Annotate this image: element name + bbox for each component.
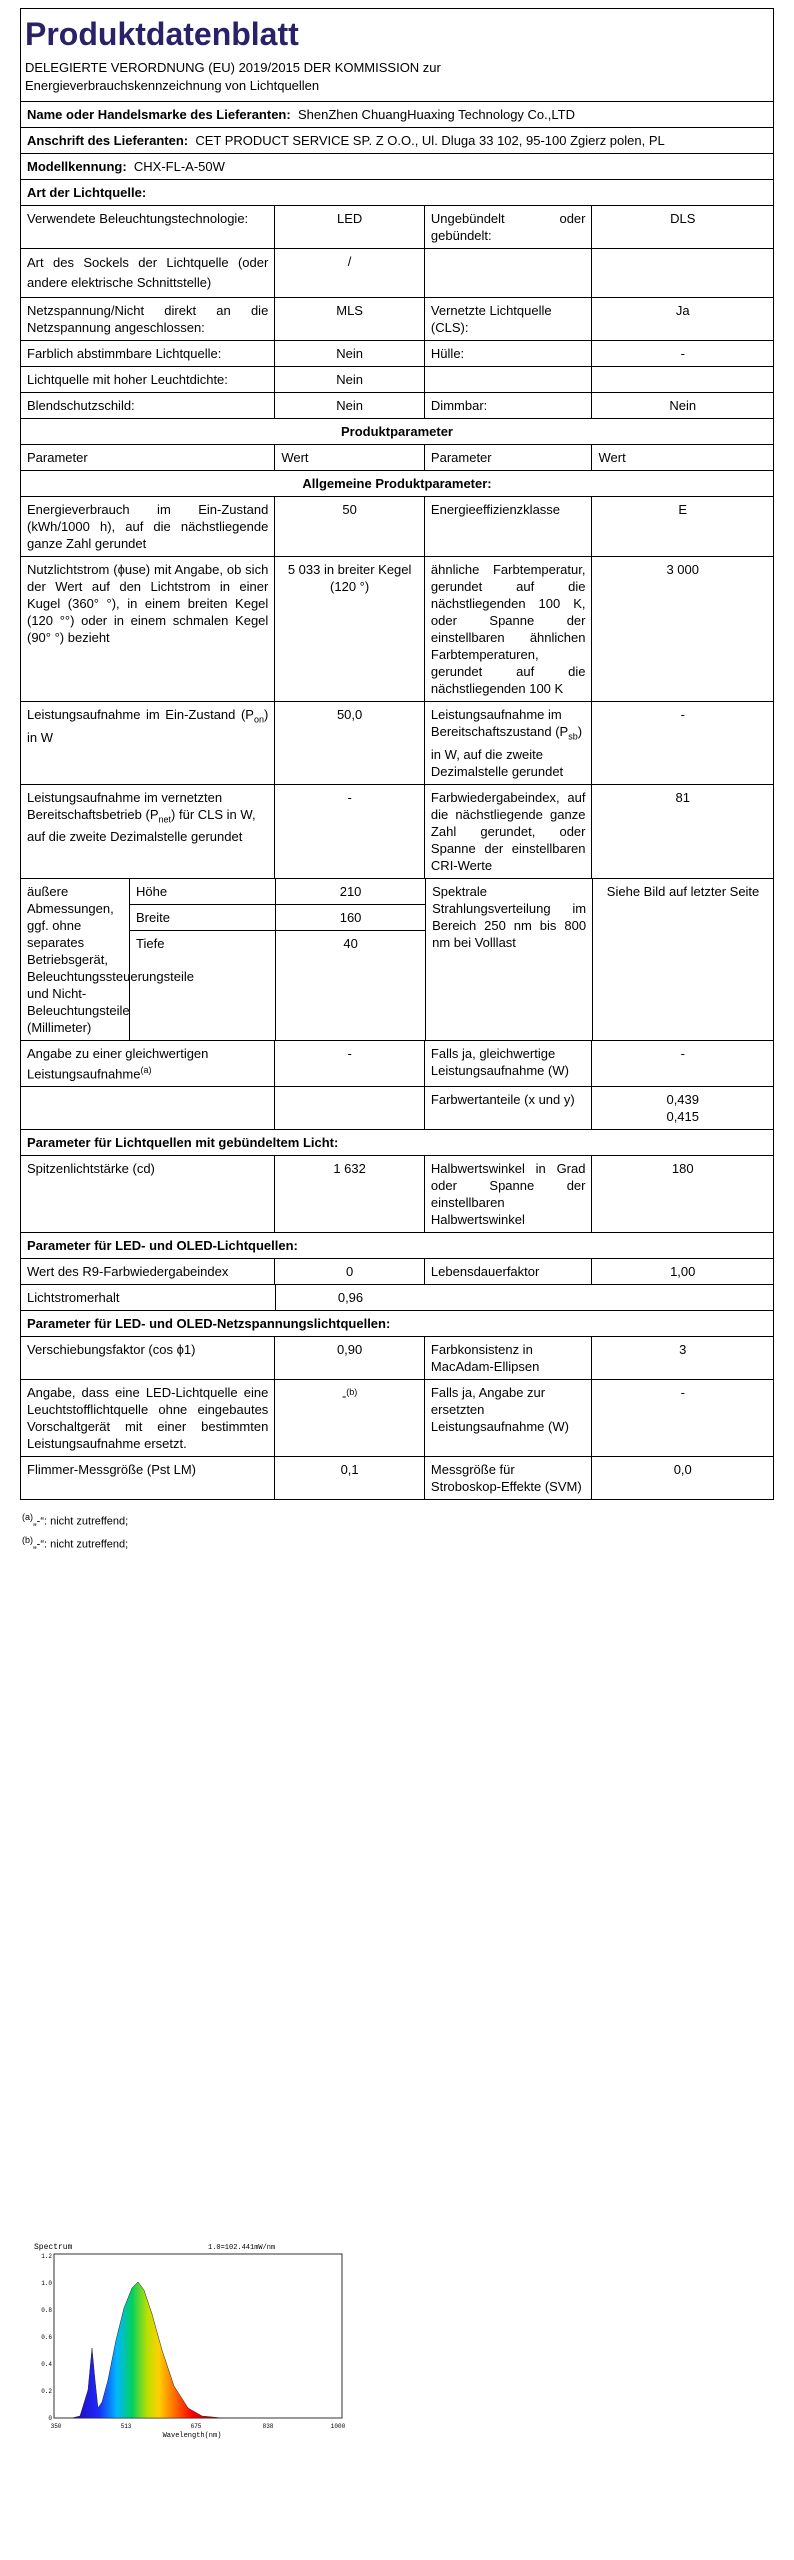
param-value: 0,90 [274,1337,424,1379]
model-row [21,154,773,180]
depth-value: 40 [343,935,358,951]
param-label: Spektrale Strahlungsverteilung im Bereich 250 nm bis 800 nm bei Volllast [425,879,592,1040]
ls-label: Lichtquelle mit hoher Leuchtdichte: [27,372,228,387]
x-tick-label: 513 [120,2423,132,2430]
footnote-marker: (b) [346,1386,358,1397]
chromaticity-x: 0,439 [666,1091,700,1107]
section-heading: Allgemeine Produktparameter: [302,476,492,491]
column-header: Parameter [27,450,88,465]
dimension-labels [129,879,275,1040]
dimension-values [275,879,425,1040]
param-value: 0 [274,1259,424,1284]
param-row-networked [21,785,773,879]
footnote-a [22,1508,774,1531]
ls-row-glare [21,393,773,419]
param-row-dimensions [21,879,773,1041]
param-value: 50,0 [274,702,424,784]
height-label: Höhe [136,883,168,899]
ls-row-luminance [21,367,773,393]
param-value: - [591,1041,773,1086]
ls-value: / [274,249,424,297]
footnote-marker: (a) [140,1064,152,1075]
ls-value: Nein [274,393,424,418]
ls-value [591,367,773,392]
label-part: Leistungsaufnahme im vernetzten Bereitschaftsbetrieb (P [27,789,223,822]
header-block [21,9,773,102]
footnote-marker: (a) [22,1511,33,1522]
label-part: ) in W [27,707,269,745]
param-label [424,702,592,784]
x-tick-label: 838 [262,2423,274,2430]
param-value: 1,00 [591,1259,773,1284]
param-value: - [591,1380,773,1456]
section-heading: Parameter für Lichtquellen mit gebündeltem Licht: [27,1134,339,1150]
light-source-section [21,180,773,206]
empty-cell [425,1285,773,1310]
param-label: Energieeffizienzklasse [424,497,592,556]
label-part: Leistungsaufnahme im Ein-Zustand (P [27,707,254,722]
param-row-equivalent [21,1041,773,1087]
ls-label: Netzspannung/Nicht direkt an die Netzspannung angeschlossen: [27,303,269,335]
label-subscript: sb [568,731,578,742]
param-row-power [21,702,773,785]
y-tick-label: 0.8 [41,2307,52,2314]
ls-label: Blendschutzschild: [27,398,135,413]
empty-cell [274,1087,424,1129]
ls-value: Nein [274,367,424,392]
ls-value: MLS [274,298,424,340]
directional-heading-row [21,1130,773,1156]
empty-cell [21,1087,274,1129]
spectrum-title: Spectrum [34,2243,73,2252]
param-label: Farbwertanteile (x und y) [424,1087,592,1129]
param-label: Falls ja, Angabe zur ersetzten Leistungsaufnahme (W) [424,1380,592,1456]
param-label: Energieverbrauch im Ein-Zustand (kWh/1000 h), auf die nächstliegende ganze Zahl gerundet [27,502,269,551]
param-label: Wert des R9-Farbwiedergabeindex [27,1263,229,1279]
param-row-flux [21,557,773,702]
param-value: - [274,1041,424,1086]
ls-label [424,249,592,297]
ls-row-mains [21,298,773,341]
ls-label: Ungebündelt oder gebündelt: [424,206,592,248]
y-tick-label: 1.0 [41,2280,52,2287]
param-row-energy [21,497,773,557]
param-label: Messgröße für Stroboskop-Effekte (SVM) [424,1457,592,1499]
supplier-address-label: Anschrift des Lieferanten: [27,133,189,148]
led-heading-row [21,1233,773,1259]
param-row-powerfactor [21,1337,773,1380]
section-heading: Parameter für LED- und OLED-Netzspannungslichtquellen: [27,1315,391,1331]
regulation-line-1: DELEGIERTE VERORDNUNG (EU) 2019/2015 DER KOMMISSION zur [25,60,441,75]
param-label: ähnliche Farbtemperatur, gerundet auf die nächstliegenden 100 K, oder Spanne der einstellbaren ähnlichen Farbtemperaturen, gerundet auf die nächstliegenden 100 K [424,557,592,701]
supplier-name-value: ShenZhen ChuangHuaxing Technology Co.,LTD [297,107,575,122]
supplier-address-row [21,128,773,154]
param-value: 3 000 [591,557,773,701]
param-label: Farbkonsistenz in MacAdam-Ellipsen [424,1337,592,1379]
label-subscript: on [253,714,264,725]
param-value: - [274,785,424,878]
column-header: Wert [591,445,773,470]
supplier-name-row [21,102,773,128]
x-tick-label: 350 [50,2423,62,2430]
param-value: 1 632 [274,1156,424,1232]
param-label: Halbwertswinkel in Grad oder Spanne der einstellbaren Halbwertswinkel [424,1156,592,1232]
width-value: 160 [339,909,362,925]
param-label: Nutzlichtstrom (ϕuse) mit Angabe, ob sich der Wert auf den Lichtstrom in einer Kugel (360° °), in einem breiten Kegel (120 °°) oder in einem schmalen Kegel (90° °) bezieht [27,562,269,645]
datasheet [20,8,774,1553]
depth-label: Tiefe [136,935,165,951]
footnote-text: „-“: nicht zutreffend; [33,1538,129,1551]
ls-value: DLS [591,206,773,248]
label-part: ) in W, auf die zweite Dezimalstelle gerundet [430,724,583,779]
column-header-row [21,445,773,471]
ls-value [591,249,773,297]
chromaticity-y: 0,415 [666,1108,700,1124]
model-label: Modellkennung: [27,159,127,174]
page-title: Produktdatenblatt [25,16,299,52]
y-tick-label: 0.2 [41,2388,52,2395]
param-row-flicker [21,1457,773,1500]
ls-row-tunable [21,341,773,367]
model-value: CHX-FL-A-50W [133,159,225,174]
param-value: 50 [274,497,424,556]
param-row-maintenance [21,1285,773,1311]
ls-label: Verwendete Beleuchtungstechnologie: [27,211,249,226]
spectrum-chart [32,2240,350,2440]
param-label: Falls ja, gleichwertige Leistungsaufnahme (W) [424,1041,592,1086]
supplier-address-value: CET PRODUCT SERVICE SP. Z O.O., Ul. Dluga 33 102, 95-100 Zgierz polen, PL [195,133,665,148]
label-part: Angabe zu einer gleichwertigen Leistungsaufnahme [27,1045,209,1081]
ls-value: - [591,341,773,366]
ls-label: Vernetzte Lichtquelle (CLS): [424,298,592,340]
supplier-name-label: Name oder Handelsmarke des Lieferanten: [27,107,291,122]
section-heading: Art der Lichtquelle: [27,185,147,200]
param-value: 0,1 [274,1457,424,1499]
param-value: Siehe Bild auf letzter Seite [592,879,773,1040]
regulation-reference [21,57,773,101]
ls-value: Nein [274,341,424,366]
param-value: 180 [591,1156,773,1232]
ls-label: Art des Sockels der Lichtquelle (oder andere elektrische Schnittstelle) [27,255,269,290]
width-label: Breite [136,909,170,925]
ls-label [424,367,592,392]
param-value: 0,96 [275,1285,425,1310]
param-value [274,1380,424,1456]
ls-row-socket [21,249,773,298]
param-label: äußere Abmessungen, ggf. ohne separates Betriebsgerät, Beleuchtungssteuerungsteile und Nicht-Beleuchtungsteile (Millimeter) [27,883,194,1035]
param-label: Spitzenlichtstärke (cd) [27,1160,155,1176]
footnote-text: „-“: nicht zutreffend; [33,1515,129,1528]
param-value [591,1087,773,1129]
spectrum-x-axis-label: Wavelength(nm) [162,2432,222,2440]
param-label: Verschiebungsfaktor (cos ϕ1) [27,1341,196,1357]
column-header: Wert [274,445,424,470]
general-params-heading-row [21,471,773,497]
param-row-peak [21,1156,773,1233]
param-value: 3 [591,1337,773,1379]
datasheet-table [20,8,774,1500]
ls-label: Farblich abstimmbare Lichtquelle: [27,346,222,361]
param-label: Lebensdauerfaktor [424,1259,592,1284]
mains-heading-row [21,1311,773,1337]
ls-value: Nein [591,393,773,418]
label-part: ) für CLS in W, auf die zweite Dezimalstelle gerundet [27,806,256,845]
x-tick-label: 1000 [330,2423,346,2430]
ls-row-technology [21,206,773,249]
param-value: 5 033 in breiter Kegel (120 °) [274,557,424,701]
column-header: Parameter [424,445,592,470]
product-params-heading-row [21,419,773,445]
param-value: 81 [591,785,773,878]
param-label [21,1041,274,1086]
value-text: - [341,1388,347,1404]
param-label [21,702,274,784]
param-row-chromaticity [21,1087,773,1130]
ls-value: Ja [591,298,773,340]
param-row-retrofit [21,1380,773,1457]
height-value: 210 [339,883,362,899]
label-subscript: net [158,814,172,825]
footnote-marker: (b) [22,1534,33,1545]
param-label: Lichtstromerhalt [27,1289,120,1305]
ls-label: Hülle: [424,341,592,366]
param-value: - [591,702,773,784]
regulation-line-2: Energieverbrauchskennzeichnung von Lichtquellen [25,78,320,93]
x-tick-label: 675 [190,2423,202,2430]
label-part: Leistungsaufnahme im Bereitschaftszustand (P [430,707,569,739]
footnote-b [22,1531,774,1554]
ls-value: LED [274,206,424,248]
y-tick-label: 0.4 [41,2361,52,2368]
param-row-r9 [21,1259,773,1285]
section-heading: Parameter für LED- und OLED-Lichtquellen: [27,1237,298,1253]
param-label: Flimmer-Messgröße (Pst LM) [27,1461,197,1477]
param-label: Farbwiedergabeindex, auf die nächstliegende ganze Zahl gerundet, oder Spanne der einstellbaren CRI-Werte [424,785,592,878]
y-tick-label: 0.6 [41,2334,52,2341]
y-tick-label: 1.2 [41,2253,52,2260]
section-heading: Produktparameter [341,424,453,439]
footnotes [20,1508,774,1553]
ls-label: Dimmbar: [424,393,592,418]
param-value: E [591,497,773,556]
param-value: 0,0 [591,1457,773,1499]
y-tick-label: 0 [48,2415,52,2422]
param-label [21,785,274,878]
spectrum-peak-note: 1.0=102.441mW/nm [208,2244,276,2252]
param-label: Angabe, dass eine LED-Lichtquelle eine Leuchtstofflichtquelle ohne eingebautes Vorschaltgerät mit einer bestimmten Leistungsaufnahme ersetzt. [27,1384,269,1451]
